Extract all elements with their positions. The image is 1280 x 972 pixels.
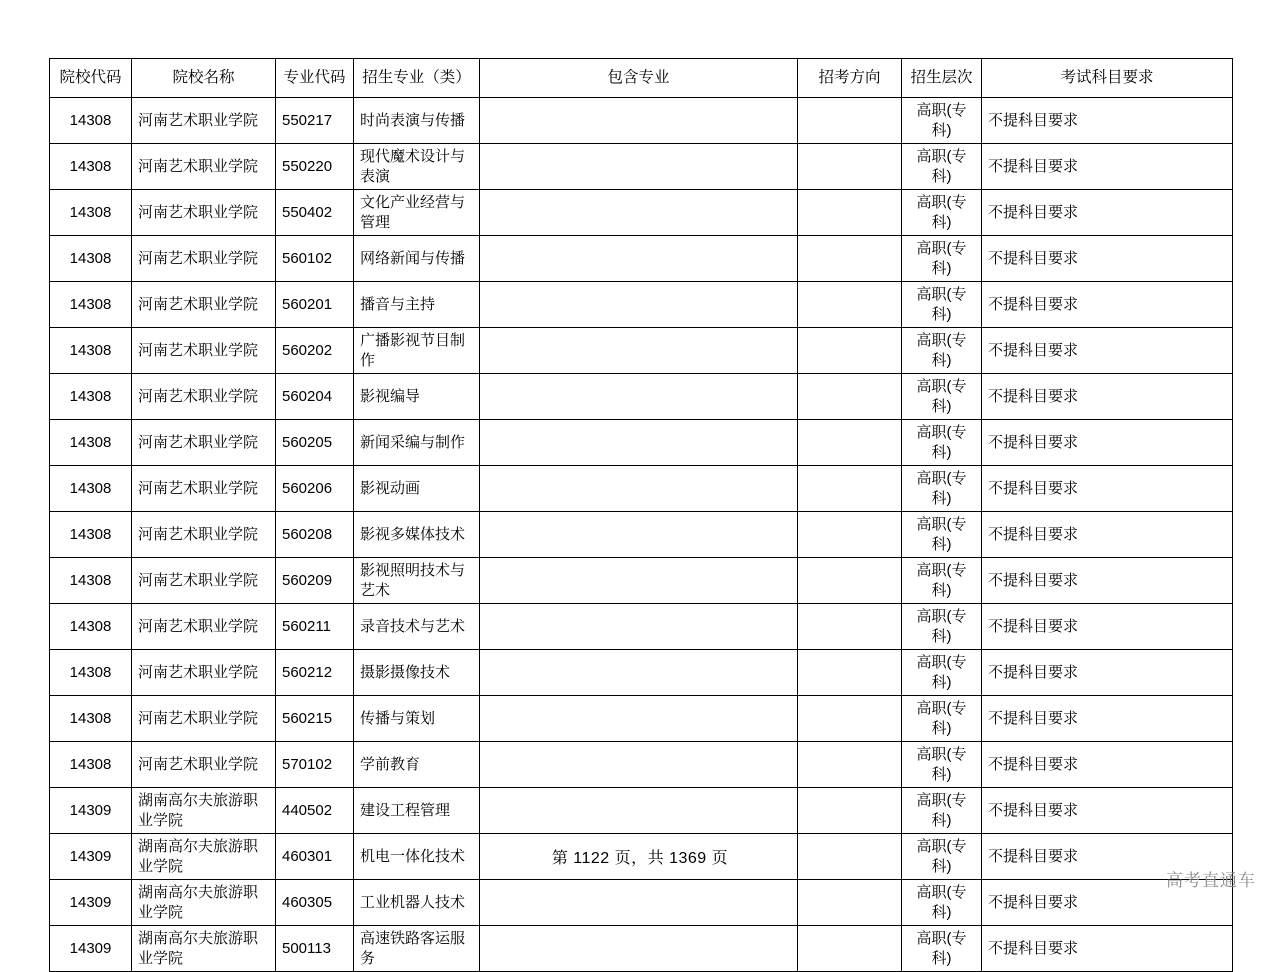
table-body: [50, 98, 1233, 972]
cell-major-name: 高速铁路客运服务: [354, 926, 480, 972]
cell-direction: [798, 144, 902, 190]
cell-included-majors: [480, 236, 798, 282]
cell-included-majors: [480, 742, 798, 788]
cell-direction: [798, 98, 902, 144]
cell-school-code: 14308: [50, 650, 132, 696]
cell-major-code: 460301: [276, 834, 354, 880]
cell-school-name: 河南艺术职业学院: [132, 374, 276, 420]
cell-school-code: 14308: [50, 144, 132, 190]
cell-school-code: 14309: [50, 788, 132, 834]
cell-level: 高职(专科): [902, 144, 982, 190]
table-row: [50, 466, 1233, 512]
cell-exam-requirement: 不提科目要求: [982, 788, 1233, 834]
cell-school-name: 湖南高尔夫旅游职业学院: [132, 926, 276, 972]
cell-major-name: 网络新闻与传播: [354, 236, 480, 282]
cell-included-majors: [480, 558, 798, 604]
cell-major-name: 传播与策划: [354, 696, 480, 742]
cell-school-code: 14308: [50, 98, 132, 144]
cell-included-majors: [480, 144, 798, 190]
cell-level: 高职(专科): [902, 604, 982, 650]
cell-school-code: 14308: [50, 190, 132, 236]
cell-school-code: 14308: [50, 696, 132, 742]
column-header-school-name: 院校名称: [132, 59, 276, 98]
cell-level: 高职(专科): [902, 558, 982, 604]
cell-included-majors: [480, 788, 798, 834]
cell-direction: [798, 788, 902, 834]
cell-major-code: 570102: [276, 742, 354, 788]
table-row: [50, 696, 1233, 742]
cell-major-name: 影视照明技术与艺术: [354, 558, 480, 604]
cell-included-majors: [480, 604, 798, 650]
cell-major-name: 机电一体化技术: [354, 834, 480, 880]
cell-direction: [798, 328, 902, 374]
cell-school-name: 湖南高尔夫旅游职业学院: [132, 880, 276, 926]
column-header-school-code: 院校代码: [50, 59, 132, 98]
table-row: [50, 604, 1233, 650]
cell-major-code: 550402: [276, 190, 354, 236]
table-row: [50, 880, 1233, 926]
cell-major-code: 560206: [276, 466, 354, 512]
cell-school-code: 14308: [50, 420, 132, 466]
table-row: [50, 420, 1233, 466]
cell-major-name: 摄影摄像技术: [354, 650, 480, 696]
cell-direction: [798, 558, 902, 604]
cell-school-name: 湖南高尔夫旅游职业学院: [132, 834, 276, 880]
cell-major-name: 工业机器人技术: [354, 880, 480, 926]
table-row: [50, 788, 1233, 834]
column-header-direction: 招考方向: [798, 59, 902, 98]
cell-major-code: 560205: [276, 420, 354, 466]
cell-level: 高职(专科): [902, 650, 982, 696]
cell-exam-requirement: 不提科目要求: [982, 282, 1233, 328]
cell-school-name: 河南艺术职业学院: [132, 696, 276, 742]
cell-major-name: 建设工程管理: [354, 788, 480, 834]
cell-major-code: 460305: [276, 880, 354, 926]
cell-school-name: 河南艺术职业学院: [132, 236, 276, 282]
cell-school-name: 河南艺术职业学院: [132, 558, 276, 604]
page-number-footer: 第 1122 页，共 1369 页: [551, 850, 729, 867]
cell-exam-requirement: 不提科目要求: [982, 190, 1233, 236]
cell-level: 高职(专科): [902, 190, 982, 236]
table-row: [50, 926, 1233, 972]
cell-included-majors: [480, 282, 798, 328]
cell-included-majors: [480, 374, 798, 420]
cell-major-code: 560201: [276, 282, 354, 328]
cell-exam-requirement: 不提科目要求: [982, 328, 1233, 374]
cell-school-name: 河南艺术职业学院: [132, 328, 276, 374]
cell-major-name: 时尚表演与传播: [354, 98, 480, 144]
table-row: [50, 650, 1233, 696]
cell-direction: [798, 190, 902, 236]
table-row: [50, 512, 1233, 558]
column-header-exam-requirement: 考试科目要求: [982, 59, 1233, 98]
cell-included-majors: [480, 466, 798, 512]
cell-exam-requirement: 不提科目要求: [982, 466, 1233, 512]
major-catalog-table: [49, 58, 1233, 972]
cell-school-name: 河南艺术职业学院: [132, 190, 276, 236]
cell-major-code: 550217: [276, 98, 354, 144]
cell-school-code: 14309: [50, 880, 132, 926]
cell-school-code: 14308: [50, 604, 132, 650]
cell-school-name: 河南艺术职业学院: [132, 466, 276, 512]
table-row: [50, 374, 1233, 420]
cell-included-majors: [480, 420, 798, 466]
cell-exam-requirement: 不提科目要求: [982, 696, 1233, 742]
cell-school-code: 14308: [50, 328, 132, 374]
cell-school-code: 14308: [50, 374, 132, 420]
table-row: [50, 742, 1233, 788]
cell-major-code: 440502: [276, 788, 354, 834]
cell-included-majors: [480, 328, 798, 374]
cell-exam-requirement: 不提科目要求: [982, 926, 1233, 972]
cell-level: 高职(专科): [902, 328, 982, 374]
cell-major-code: 560212: [276, 650, 354, 696]
table-row: [50, 144, 1233, 190]
cell-direction: [798, 926, 902, 972]
cell-included-majors: [480, 650, 798, 696]
cell-major-code: 500113: [276, 926, 354, 972]
cell-major-name: 新闻采编与制作: [354, 420, 480, 466]
cell-major-name: 广播影视节目制作: [354, 328, 480, 374]
cell-school-name: 河南艺术职业学院: [132, 512, 276, 558]
cell-school-name: 河南艺术职业学院: [132, 742, 276, 788]
cell-major-name: 现代魔术设计与表演: [354, 144, 480, 190]
cell-school-code: 14308: [50, 742, 132, 788]
cell-exam-requirement: 不提科目要求: [982, 834, 1233, 880]
cell-direction: [798, 374, 902, 420]
cell-level: 高职(专科): [902, 880, 982, 926]
cell-exam-requirement: 不提科目要求: [982, 374, 1233, 420]
cell-direction: [798, 420, 902, 466]
cell-level: 高职(专科): [902, 742, 982, 788]
cell-school-name: 河南艺术职业学院: [132, 650, 276, 696]
cell-major-code: 560102: [276, 236, 354, 282]
cell-direction: [798, 696, 902, 742]
cell-school-code: 14308: [50, 512, 132, 558]
cell-level: 高职(专科): [902, 834, 982, 880]
cell-major-name: 播音与主持: [354, 282, 480, 328]
cell-exam-requirement: 不提科目要求: [982, 512, 1233, 558]
cell-included-majors: [480, 98, 798, 144]
cell-level: 高职(专科): [902, 466, 982, 512]
table-row: [50, 236, 1233, 282]
cell-level: 高职(专科): [902, 420, 982, 466]
cell-school-code: 14308: [50, 558, 132, 604]
cell-exam-requirement: 不提科目要求: [982, 98, 1233, 144]
cell-major-code: 560211: [276, 604, 354, 650]
column-header-major-code: 专业代码: [276, 59, 354, 98]
cell-level: 高职(专科): [902, 696, 982, 742]
cell-included-majors: [480, 696, 798, 742]
cell-school-name: 湖南高尔夫旅游职业学院: [132, 788, 276, 834]
cell-school-code: 14309: [50, 834, 132, 880]
cell-level: 高职(专科): [902, 98, 982, 144]
cell-direction: [798, 880, 902, 926]
cell-school-name: 河南艺术职业学院: [132, 98, 276, 144]
cell-direction: [798, 742, 902, 788]
cell-school-name: 河南艺术职业学院: [132, 282, 276, 328]
cell-exam-requirement: 不提科目要求: [982, 650, 1233, 696]
column-header-level: 招生层次: [902, 59, 982, 98]
cell-school-name: 河南艺术职业学院: [132, 604, 276, 650]
cell-major-code: 560204: [276, 374, 354, 420]
table-row: [50, 190, 1233, 236]
table-row: [50, 98, 1233, 144]
cell-level: 高职(专科): [902, 374, 982, 420]
cell-major-name: 影视编导: [354, 374, 480, 420]
table-header-row: [50, 59, 1233, 98]
cell-exam-requirement: 不提科目要求: [982, 604, 1233, 650]
cell-school-code: 14309: [50, 926, 132, 972]
table-row: [50, 282, 1233, 328]
cell-major-name: 文化产业经营与管理: [354, 190, 480, 236]
cell-major-code: 560202: [276, 328, 354, 374]
cell-direction: [798, 466, 902, 512]
cell-major-code: 560215: [276, 696, 354, 742]
table-row: [50, 328, 1233, 374]
column-header-major-name: 招生专业（类）: [354, 59, 480, 98]
cell-major-name: 录音技术与艺术: [354, 604, 480, 650]
cell-school-name: 河南艺术职业学院: [132, 144, 276, 190]
cell-major-name: 影视多媒体技术: [354, 512, 480, 558]
cell-exam-requirement: 不提科目要求: [982, 144, 1233, 190]
cell-exam-requirement: 不提科目要求: [982, 558, 1233, 604]
cell-major-name: 学前教育: [354, 742, 480, 788]
cell-major-code: 560209: [276, 558, 354, 604]
cell-direction: [798, 650, 902, 696]
cell-exam-requirement: 不提科目要求: [982, 880, 1233, 926]
cell-direction: [798, 604, 902, 650]
cell-level: 高职(专科): [902, 512, 982, 558]
cell-school-code: 14308: [50, 282, 132, 328]
cell-exam-requirement: 不提科目要求: [982, 742, 1233, 788]
cell-exam-requirement: 不提科目要求: [982, 236, 1233, 282]
cell-school-name: 河南艺术职业学院: [132, 420, 276, 466]
cell-major-name: 影视动画: [354, 466, 480, 512]
cell-included-majors: [480, 880, 798, 926]
cell-direction: [798, 236, 902, 282]
cell-level: 高职(专科): [902, 282, 982, 328]
cell-level: 高职(专科): [902, 926, 982, 972]
cell-major-code: 560208: [276, 512, 354, 558]
cell-included-majors: [480, 512, 798, 558]
cell-school-code: 14308: [50, 466, 132, 512]
cell-included-majors: [480, 190, 798, 236]
cell-direction: [798, 512, 902, 558]
column-header-included-majors: 包含专业: [480, 59, 798, 98]
cell-major-code: 550220: [276, 144, 354, 190]
cell-exam-requirement: 不提科目要求: [982, 420, 1233, 466]
cell-level: 高职(专科): [902, 788, 982, 834]
table-row: [50, 558, 1233, 604]
watermark-text: 高考直通车: [1166, 871, 1256, 890]
cell-level: 高职(专科): [902, 236, 982, 282]
cell-direction: [798, 282, 902, 328]
cell-included-majors: [480, 926, 798, 972]
cell-school-code: 14308: [50, 236, 132, 282]
